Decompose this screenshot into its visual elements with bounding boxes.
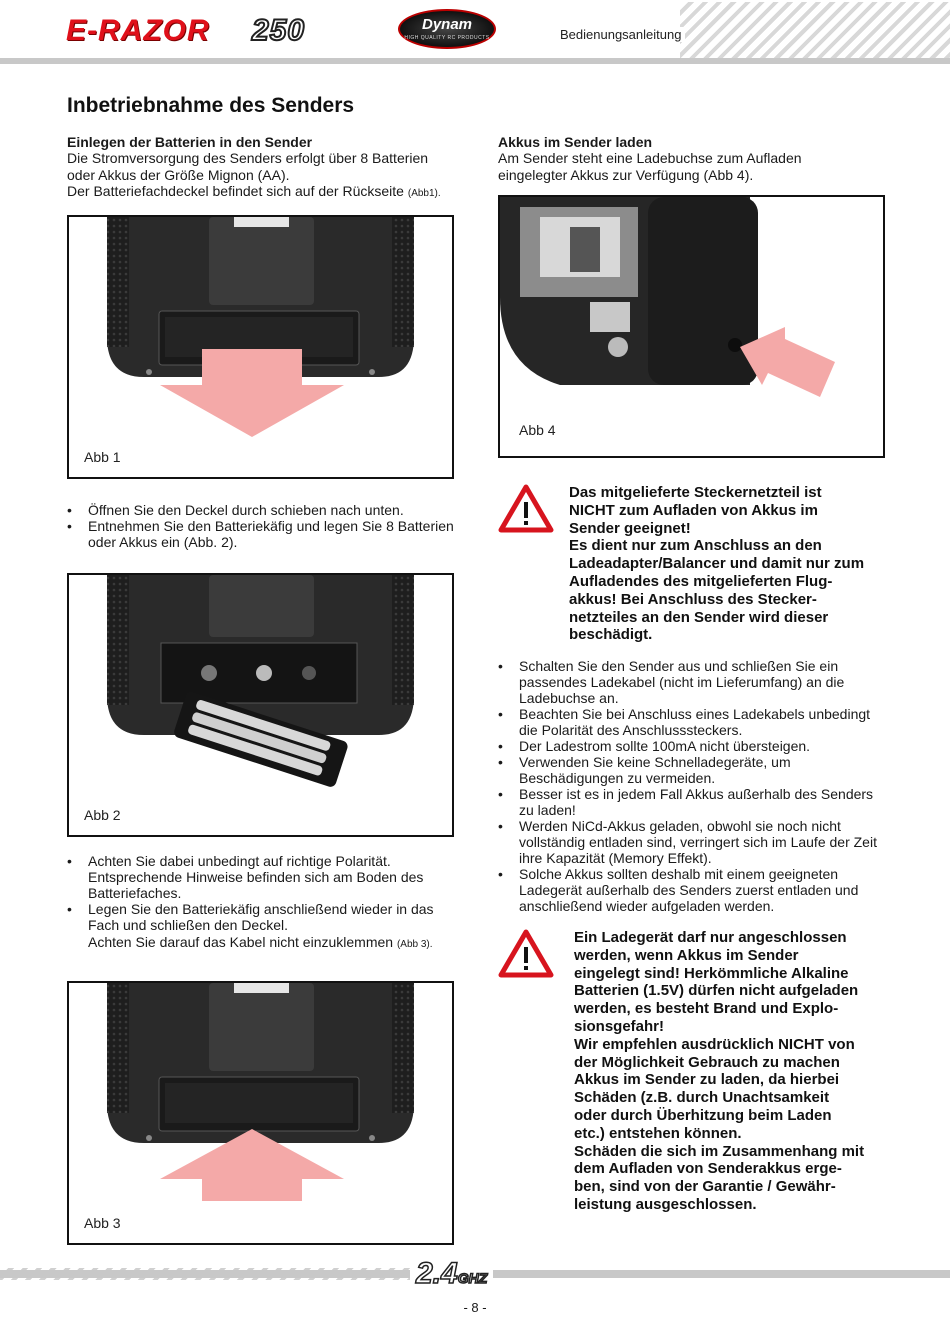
header-decor [680, 2, 950, 60]
right-intro-line: Am Sender steht eine Ladebuchse zum Aufladen [498, 150, 802, 166]
warning-line: leistung ausgeschlossen. [574, 1195, 757, 1213]
warning-line: Es dient nur zum Anschluss an den [569, 537, 822, 555]
warning-line: Aufladendes des mitgelieferten Flug- [569, 572, 833, 590]
logo-ghz-text: GHZ [457, 1270, 488, 1286]
warning-box-2 [574, 929, 904, 1214]
figure-abb1 [67, 215, 454, 479]
warning-line: Schäden (z.B. durch Unachtsamkeit [574, 1089, 830, 1107]
left-section-title: Einlegen der Batterien in den Sender [67, 134, 313, 150]
warning-line: Akkus im Sender zu laden, da hierbei [574, 1071, 840, 1089]
warning-line: sionsgefahr! [574, 1017, 665, 1035]
doc-title: Bedienungsanleitung [556, 27, 685, 42]
warning-line: werden, es besteht Brand und Explo- [574, 1000, 839, 1018]
left-intro-text: Der Batteriefachdeckel befindet sich auf der Rückseite [67, 183, 404, 199]
list-item: • Besser ist es in jedem Fall Akkus außerhalb des Senders zu laden! [498, 786, 890, 818]
list-item: • Legen Sie den Batteriekäfig anschließend wieder in das Fach und schließen den Deckel. [67, 901, 457, 933]
transmitter-back-image [69, 217, 452, 477]
list-item: • Schalten Sie den Sender aus und schließen Sie ein passendes Ladekabel (nicht im Lieferumfang) an die Ladebuchse an. [498, 658, 890, 706]
warning-line: Batterien (1.5V) dürfen nicht aufgeladen [574, 982, 859, 1000]
transmitter-closed-image [69, 983, 452, 1243]
cable-note: Achten Sie darauf das Kabel nicht einzuklemmen [88, 934, 394, 950]
brand-logo: E-RAZOR [66, 14, 210, 47]
list-item: • Werden NiCd-Akkus geladen, obwohl sie noch nicht vollständig entladen sind, verringert sich im Laufe der Zeit ihre Kapazität (Memory Effekt). [498, 818, 890, 866]
warning-line: Ladeadapter/Balancer und damit nur zum [569, 555, 865, 573]
right-intro-line: eingelegter Akkus zur Verfügung (Abb 4). [498, 166, 754, 183]
warning-line: werden, wenn Akkus im Sender [574, 946, 799, 964]
battery-compartment-image [69, 575, 452, 835]
model-logo: 250 [252, 14, 306, 47]
warning-line: oder durch Überhitzung beim Laden [574, 1106, 832, 1124]
logo-24-text: 2.4 [416, 1257, 458, 1290]
dynam-logo-sub: HIGH QUALITY RC PRODUCTS [404, 35, 490, 41]
list-item: • Verwenden Sie keine Schnelladegeräte, um Beschädigungen zu vermeiden. [498, 754, 890, 786]
left-bullets-2-tail [88, 934, 468, 954]
list-item: • Beachten Sie bei Anschluss eines Ladekabels unbedingt die Polarität des Anschlusssteckers. [498, 706, 890, 738]
warning-line: netzteiles an den Sender wird dieser [569, 608, 829, 626]
fig3-label: Abb 3 [84, 1215, 121, 1231]
left-intro-line [67, 183, 467, 203]
list-item: • Öffnen Sie den Deckel durch schieben nach unten. [67, 502, 457, 518]
list-item: • Achten Sie dabei unbedingt auf richtige Polarität. Entsprechende Hinweise befinden sich am Boden des Batteriefaches. [67, 853, 457, 901]
warning-triangle-icon [498, 929, 554, 979]
right-bullets [498, 658, 890, 914]
right-intro [498, 134, 898, 183]
charging-socket-image [500, 197, 883, 456]
fig2-label: Abb 2 [84, 807, 121, 823]
figure-abb4 [498, 195, 885, 458]
left-intro-line: Die Stromversorgung des Senders erfolgt über 8 Batterien [67, 150, 429, 166]
figure-abb3 [67, 981, 454, 1245]
warning-line: etc.) entstehen können. [574, 1124, 742, 1142]
page-number: - 8 - [463, 1300, 487, 1315]
warning-line: NICHT zum Aufladen von Akkus im [569, 501, 818, 519]
fig-ref: (Abb1). [407, 188, 441, 199]
list-item: • Solche Akkus sollten deshalb mit einem geeigneten Ladegerät außerhalb des Senders zuerst entladen und anschließend wieder aufgeladen werden. [498, 866, 890, 914]
warning-line: ben, sind von der Garantie / Gewähr- [574, 1178, 836, 1196]
dynam-logo-text: Dynam [421, 16, 473, 33]
list-item: • Der Ladestrom sollte 100mA nicht übersteigen. [498, 738, 890, 754]
warning-line: beschädigt. [569, 626, 653, 644]
warning-line: Sender geeignet! [569, 519, 691, 537]
fig4-label: Abb 4 [519, 422, 556, 438]
warning-line: Wir empfehlen ausdrücklich NICHT von [574, 1035, 855, 1053]
page-title: Inbetriebnahme des Senders [67, 94, 355, 117]
warning-box-1 [569, 484, 899, 644]
right-section-title: Akkus im Sender laden [498, 134, 653, 150]
header-bar [0, 58, 950, 64]
warning-line: der Möglichkeit Gebrauch zu machen [574, 1053, 840, 1071]
footer-24ghz-logo [410, 1257, 493, 1291]
warning-line: akkus! Bei Anschluss des Stecker- [569, 590, 817, 608]
warning-line: Ein Ladegerät darf nur angeschlossen [574, 929, 847, 946]
left-intro [67, 134, 467, 203]
left-bullets-2 [67, 853, 457, 933]
list-item: • Entnehmen Sie den Batteriekäfig und legen Sie 8 Batterien oder Akkus ein (Abb. 2). [67, 518, 457, 550]
warning-line: Das mitgelieferte Steckernetzteil ist [569, 484, 822, 501]
left-bullets-1 [67, 502, 457, 550]
warning-line: eingelegt sind! Herkömmliche Alkaline [574, 964, 849, 982]
left-intro-line: oder Akkus der Größe Mignon (AA). [67, 166, 290, 183]
warning-triangle-icon [498, 484, 554, 534]
warning-line: dem Aufladen von Senderakkus erge- [574, 1160, 842, 1178]
fig1-label: Abb 1 [84, 449, 121, 465]
dynam-logo [398, 9, 496, 49]
figure-abb2 [67, 573, 454, 837]
fig-ref: (Abb 3). [396, 939, 433, 950]
warning-line: Schäden die sich im Zusammenhang mit [574, 1142, 865, 1160]
